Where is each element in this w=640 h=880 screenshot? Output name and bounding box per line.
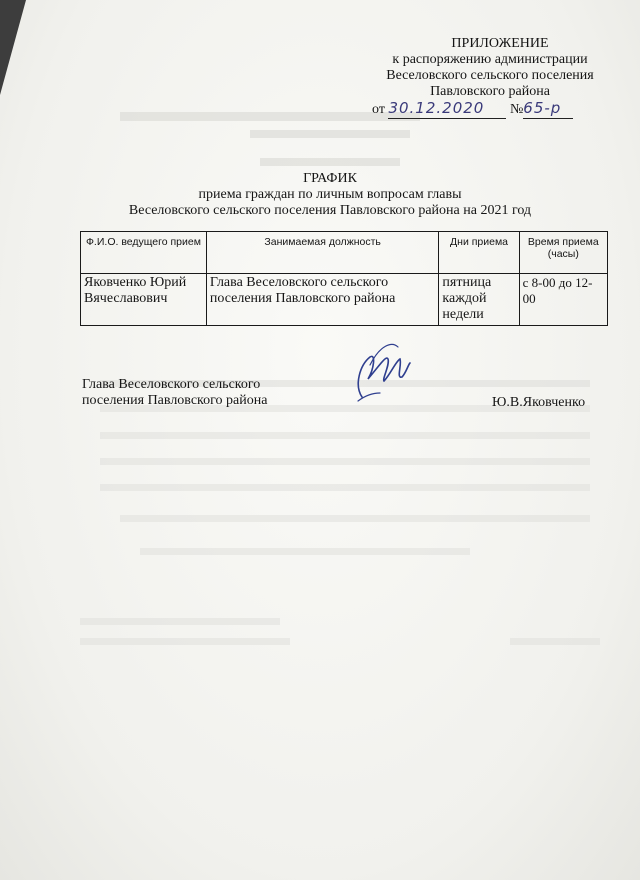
signatory-title: [82, 377, 267, 409]
table-row: [81, 274, 608, 326]
bleed-through-line: [120, 515, 590, 522]
column-header: Время приема (часы): [519, 232, 607, 274]
schedule-table: [80, 231, 608, 326]
number-prefix: №: [509, 102, 524, 117]
bleed-through-line: [100, 432, 590, 439]
bleed-through-line: [250, 130, 410, 138]
handwritten-signature: [340, 335, 420, 415]
appendix-date-line: [340, 100, 640, 119]
appendix-heading: ПРИЛОЖЕНИЕ: [451, 36, 549, 51]
bleed-through-line: [80, 618, 280, 625]
bleed-through-line: [510, 638, 600, 645]
bleed-through-line: [100, 458, 590, 465]
cell-position: Глава Веселовского сельского поселения Павловского района: [206, 274, 439, 326]
signatory-name: Ю.В.Яковченко: [492, 395, 586, 410]
bleed-through-line: [260, 158, 400, 166]
bleed-through-line: [80, 638, 290, 645]
number-handwritten: 65-р: [523, 99, 562, 117]
folded-corner: [0, 0, 26, 95]
date-handwritten: 30.12.2020: [388, 99, 485, 117]
document-title: ГРАФИК: [303, 171, 357, 186]
signatory-title-line: поселения Павловского района: [82, 393, 268, 408]
document-subtitle: Веселовского сельского поселения Павловского района на 2021 год: [128, 203, 532, 218]
bleed-through-line: [100, 484, 590, 491]
document-subtitle: приема граждан по личным вопросам главы: [198, 187, 462, 202]
column-header: Дни приема: [439, 232, 519, 274]
bleed-through-line: [140, 548, 470, 555]
table-header-row: [81, 232, 608, 274]
date-prefix: от: [372, 102, 385, 117]
cell-days: пятница каждой недели: [439, 274, 519, 326]
cell-time: с 8-00 до 12-00: [519, 274, 607, 326]
column-header: Ф.И.О. ведущего прием: [81, 232, 207, 274]
appendix-block: [340, 36, 640, 119]
signatory-title-line: Глава Веселовского сельского: [82, 377, 261, 392]
appendix-line: к распоряжению администрации: [392, 52, 588, 67]
appendix-line: Веселовского сельского поселения: [386, 68, 594, 83]
column-header: Занимаемая должность: [206, 232, 439, 274]
appendix-line: Павловского района: [430, 84, 550, 99]
cell-name: Яковченко Юрий Вячеславович: [81, 274, 207, 326]
